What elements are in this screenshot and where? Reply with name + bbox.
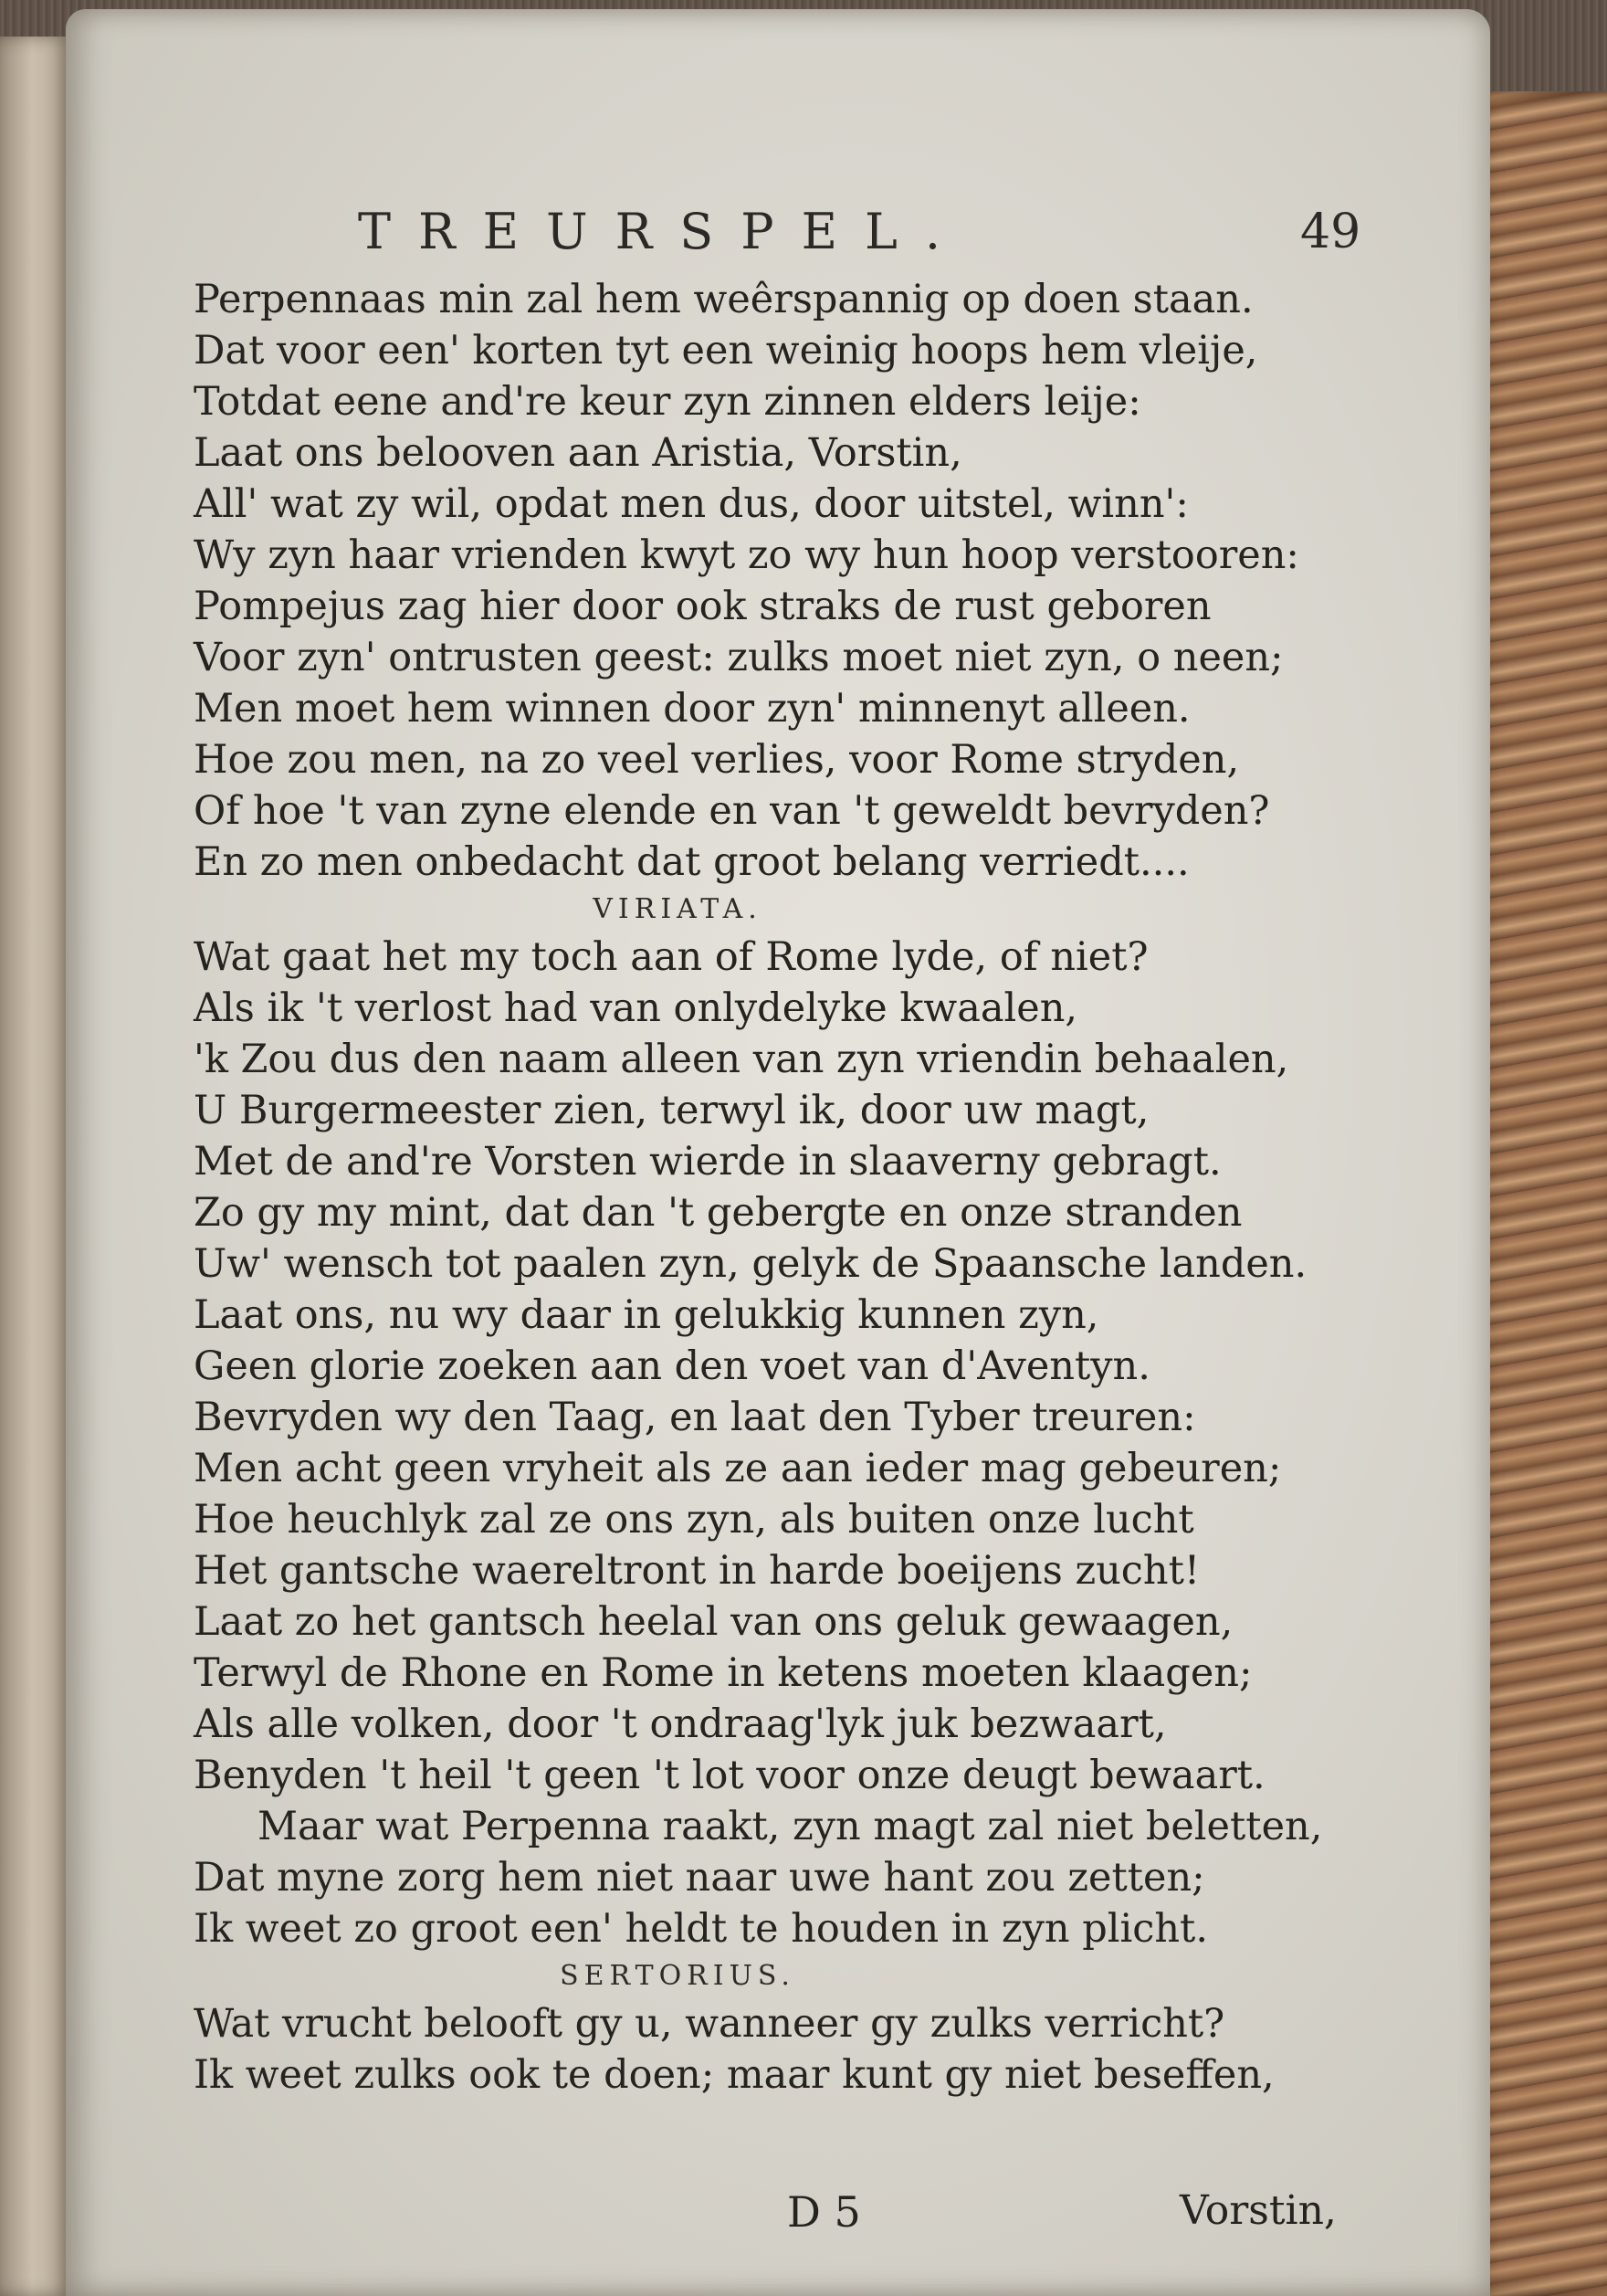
speaker-name: VIRIATA. <box>593 893 762 925</box>
marbled-book-cover <box>1470 91 1607 2296</box>
printer-signature-mark: D 5 <box>787 2187 861 2237</box>
verse-line: Zo gy my mint, dat dan 't gebergte en onze stranden <box>194 1190 1243 1236</box>
book-page <box>66 9 1490 2296</box>
verse-line: Benyden 't heil 't geen 't lot voor onze deugt bewaart. <box>194 1753 1266 1798</box>
speaker-name: SERTORIUS. <box>560 1960 795 1992</box>
verse-line: Of hoe 't van zyne elende en van 't geweldt bevryden? <box>194 788 1270 834</box>
verse-line: Perpennaas min zal hem weêrspannig op doen staan. <box>194 277 1254 322</box>
verse-line: Dat voor een' korten tyt een weinig hoops hem vleije, <box>194 328 1258 374</box>
verse-line: Het gantsche waereltront in harde boeijens zucht! <box>194 1548 1201 1594</box>
verse-line: Geen glorie zoeken aan den voet van d'Aventyn. <box>194 1343 1150 1389</box>
verse-line: Dat myne zorg hem niet naar uwe hant zou zetten; <box>194 1855 1205 1901</box>
verse-line: Voor zyn' ontrusten geest: zulks moet niet zyn, o neen; <box>194 635 1284 680</box>
verse-line: Hoe zou men, na zo veel verlies, voor Rome stryden, <box>194 737 1240 783</box>
verse-line: Laat zo het gantsch heelal van ons geluk gewaagen, <box>194 1599 1234 1645</box>
verse-line: Laat ons belooven aan Aristia, Vorstin, <box>194 430 962 476</box>
catchword: Vorstin, <box>1180 2187 1337 2234</box>
verse-line: Ik weet zo groot een' heldt te houden in zyn plicht. <box>194 1906 1209 1952</box>
verse-line: Als ik 't verlost had van onlydelyke kwaalen, <box>194 985 1078 1031</box>
verse-line: Maar wat Perpenna raakt, zyn magt zal niet beletten, <box>257 1804 1323 1849</box>
verse-line: Bevryden wy den Taag, en laat den Tyber treuren: <box>194 1395 1196 1440</box>
verse-line: 'k Zou dus den naam alleen van zyn vriendin behaalen, <box>194 1037 1289 1082</box>
verse-line: Als alle volken, door 't ondraag'lyk juk bezwaart, <box>194 1701 1167 1747</box>
verse-line: Wy zyn haar vrienden kwyt zo wy hun hoop verstooren: <box>194 532 1299 578</box>
verse-line: Terwyl de Rhone en Rome in ketens moeten klaagen; <box>194 1650 1253 1696</box>
verse-text-block <box>194 274 1408 2101</box>
verse-line: Wat gaat het my toch aan of Rome lyde, of niet? <box>194 934 1149 980</box>
verse-line: All' wat zy wil, opdat men dus, door uitstel, winn': <box>194 481 1189 527</box>
verse-line: Men moet hem winnen door zyn' minnenyt alleen. <box>194 686 1191 732</box>
page-number: 49 <box>1300 205 1361 259</box>
verse-line: Pompejus zag hier door ook straks de rust geboren <box>194 584 1212 629</box>
verse-line: Wat vrucht belooft gy u, wanneer gy zulks verricht? <box>194 2001 1225 2047</box>
verse-line: Men acht geen vryheit als ze aan ieder mag gebeuren; <box>194 1446 1282 1491</box>
facing-page-edge <box>0 37 71 2296</box>
verse-line: Laat ons, nu wy daar in gelukkig kunnen zyn, <box>194 1292 1099 1338</box>
verse-line: Ik weet zulks ook te doen; maar kunt gy niet beseffen, <box>194 2052 1275 2098</box>
verse-line: Hoe heuchlyk zal ze ons zyn, als buiten onze lucht <box>194 1497 1194 1543</box>
running-head: TREURSPEL. <box>358 203 969 260</box>
verse-line: En zo men onbedacht dat groot belang verriedt.... <box>194 839 1190 885</box>
verse-line: Totdat eene and're keur zyn zinnen elders leije: <box>194 379 1141 425</box>
verse-line: U Burgermeester zien, terwyl ik, door uw magt, <box>194 1088 1150 1133</box>
verse-line: Met de and're Vorsten wierde in slaaverny gebragt. <box>194 1139 1222 1185</box>
verse-line: Uw' wensch tot paalen zyn, gelyk de Spaansche landen. <box>194 1241 1308 1287</box>
